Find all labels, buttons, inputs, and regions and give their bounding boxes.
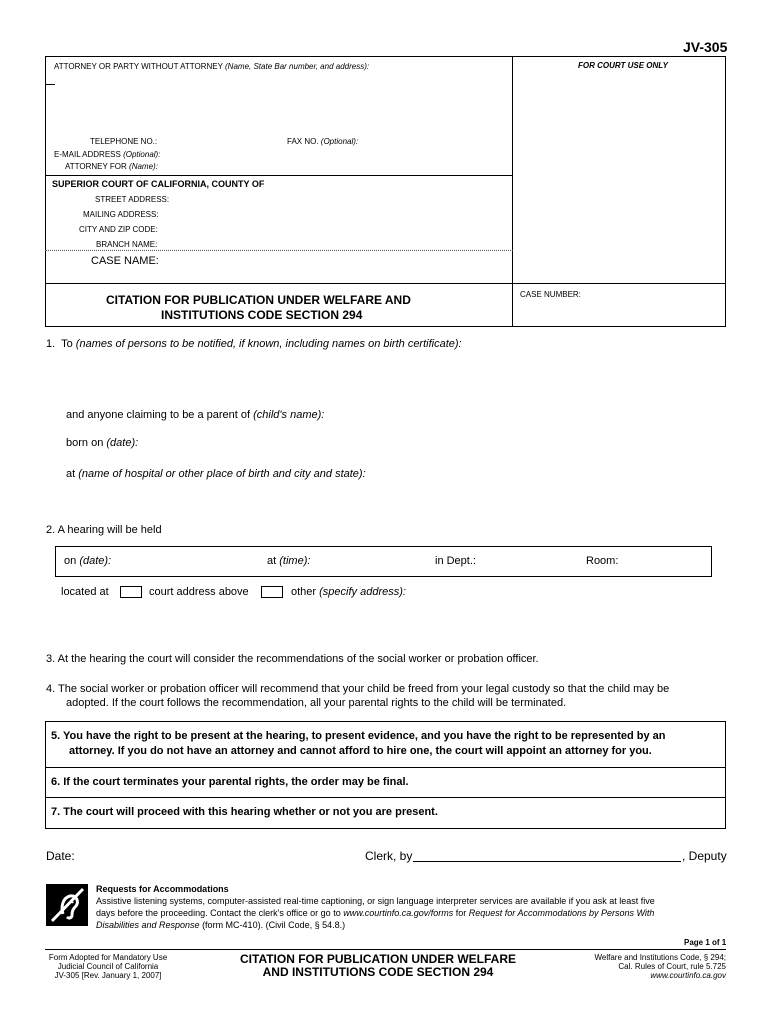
street-address-label: STREET ADDRESS: bbox=[95, 195, 170, 204]
birth-place-label: at (name of hospital or other place of birth and city and state): bbox=[66, 468, 366, 480]
signature-date-field[interactable] bbox=[80, 846, 350, 862]
city-zip-field[interactable] bbox=[158, 222, 508, 235]
item4-text-line2: adopted. If the court follows the recommendation, all your parental rights to the child will be terminated. bbox=[66, 697, 567, 709]
accommodations-heading: Requests for Accommodations bbox=[96, 884, 229, 894]
birth-place-field[interactable] bbox=[66, 484, 722, 516]
accommodations-line1: Assistive listening systems, computer-assisted real-time captioning, or sign language interpreter services are available if you ask at least five bbox=[96, 896, 655, 906]
county-field[interactable] bbox=[292, 177, 508, 190]
mailing-address-field[interactable] bbox=[158, 207, 508, 220]
mailing-address-label: MAILING ADDRESS: bbox=[83, 210, 159, 219]
parent-of-label: and anyone claiming to be a parent of (child's name): bbox=[66, 409, 325, 421]
footer-statute: Welfare and Institutions Code, § 294; bbox=[594, 953, 726, 962]
footer-title-line2: AND INSTITUTIONS CODE SECTION 294 bbox=[262, 965, 494, 979]
rights-divider-2 bbox=[45, 797, 726, 798]
item4-text-line1: 4. The social worker or probation officer will recommend that your child be freed from your legal custody so that the child may be bbox=[46, 683, 670, 695]
dept-field[interactable] bbox=[480, 552, 580, 570]
page-number: Page 1 of 1 bbox=[684, 938, 727, 947]
hearing-assistance-icon bbox=[46, 884, 88, 926]
clerk-signature-line bbox=[413, 861, 681, 862]
footer-council: Judicial Council of California bbox=[57, 962, 159, 971]
other-address-field[interactable] bbox=[412, 582, 722, 622]
item3-text: 3. At the hearing the court will consider the recommendations of the social worker or probation officer. bbox=[46, 653, 539, 665]
form-title-line1: CITATION FOR PUBLICATION UNDER WELFARE AND bbox=[106, 293, 411, 307]
email-label: E-MAIL ADDRESS (Optional): bbox=[54, 150, 161, 159]
persons-to-notify-field[interactable] bbox=[62, 354, 722, 404]
hearing-time-label: at (time): bbox=[267, 555, 311, 567]
other-address-checkbox[interactable] bbox=[261, 586, 283, 598]
hearing-date-label: on (date): bbox=[64, 555, 112, 567]
fax-field[interactable] bbox=[358, 134, 508, 147]
form-id: JV-305 bbox=[683, 39, 728, 55]
item1-label: 1. To (names of persons to be notified, if known, including names on birth certificate): bbox=[46, 338, 462, 350]
court-address-label: court address above bbox=[149, 586, 249, 598]
clerk-signature-field[interactable] bbox=[413, 844, 681, 860]
attorney-field-marker bbox=[46, 84, 55, 85]
attorney-for-label: ATTORNEY FOR (Name): bbox=[65, 162, 158, 171]
clerk-label: Clerk, by bbox=[365, 849, 413, 863]
footer-revision: JV-305 [Rev. January 1, 2007] bbox=[54, 971, 162, 980]
dept-label: in Dept.: bbox=[435, 555, 476, 567]
room-field[interactable] bbox=[623, 552, 708, 570]
date-label: Date: bbox=[46, 849, 75, 863]
footer-title-line1: CITATION FOR PUBLICATION UNDER WELFARE bbox=[240, 952, 516, 966]
case-name-field[interactable] bbox=[158, 253, 508, 281]
court-use-label: FOR COURT USE ONLY bbox=[578, 61, 668, 70]
telephone-field[interactable] bbox=[155, 134, 280, 147]
footer-left-block bbox=[45, 953, 171, 980]
case-number-label: CASE NUMBER: bbox=[520, 290, 581, 299]
footer-rule: Cal. Rules of Court, rule 5.725 bbox=[618, 962, 726, 971]
case-name-label: CASE NAME: bbox=[91, 255, 159, 267]
case-number-field[interactable] bbox=[520, 302, 720, 324]
footer-right-block bbox=[556, 953, 726, 980]
street-address-field[interactable] bbox=[158, 192, 508, 205]
court-address-checkbox[interactable] bbox=[120, 586, 142, 598]
court-county-label: SUPERIOR COURT OF CALIFORNIA, COUNTY OF bbox=[52, 179, 265, 189]
title-row-divider bbox=[45, 283, 726, 284]
telephone-label: TELEPHONE NO.: bbox=[90, 137, 158, 146]
footer-website-link[interactable]: www.courtinfo.ca.gov bbox=[650, 971, 726, 980]
form-title-line2: INSTITUTIONS CODE SECTION 294 bbox=[161, 308, 363, 322]
footer-adopted: Form Adopted for Mandatory Use bbox=[48, 953, 168, 962]
item5-text-line1: 5. You have the right to be present at the hearing, to present evidence, and you have the right to be represented by an bbox=[51, 730, 666, 742]
hearing-date-field[interactable] bbox=[116, 552, 261, 570]
born-on-label: born on (date): bbox=[66, 437, 139, 449]
room-label: Room: bbox=[586, 555, 619, 567]
deputy-label: , Deputy bbox=[682, 849, 727, 863]
item7-text: 7. The court will proceed with this hearing whether or not you are present. bbox=[51, 806, 438, 818]
rights-divider-1 bbox=[45, 767, 726, 768]
city-zip-label: CITY AND ZIP CODE: bbox=[79, 225, 158, 234]
item5-text-line2: attorney. If you do not have an attorney and cannot afford to hire one, the court will appoint an attorney for you. bbox=[69, 745, 652, 757]
attorney-name-address-field[interactable] bbox=[55, 72, 505, 134]
hearing-time-field[interactable] bbox=[318, 552, 428, 570]
attorney-label: ATTORNEY OR PARTY WITHOUT ATTORNEY (Name, State Bar number, and address): bbox=[54, 62, 370, 71]
branch-dotted-line bbox=[45, 250, 513, 251]
fax-label: FAX NO. (Optional): bbox=[287, 137, 359, 146]
branch-name-label: BRANCH NAME: bbox=[96, 240, 158, 249]
courtinfo-forms-link[interactable]: www.courtinfo.ca.gov/forms bbox=[343, 908, 454, 918]
branch-name-field[interactable] bbox=[158, 237, 508, 249]
accommodations-line3: Disabilities and Response (form MC-410). (Civil Code, § 54.8.) bbox=[96, 920, 346, 930]
birth-date-field[interactable] bbox=[146, 434, 722, 450]
attorney-section-divider bbox=[45, 175, 513, 176]
item6-text: 6. If the court terminates your parental rights, the order may be final. bbox=[51, 776, 409, 788]
attorney-for-field[interactable] bbox=[145, 159, 508, 172]
court-use-divider bbox=[512, 56, 513, 327]
child-name-field[interactable] bbox=[336, 406, 722, 422]
other-address-label: other (specify address): bbox=[291, 586, 406, 598]
located-at-label: located at bbox=[61, 586, 109, 598]
item2-label: 2. A hearing will be held bbox=[46, 524, 162, 536]
accommodations-line2: days before the proceeding. Contact the clerk's office or go to www.courtinfo.ca.gov/forms for Request for Accommodations by Persons With bbox=[96, 908, 655, 918]
footer-divider bbox=[45, 949, 726, 950]
footer-title-block bbox=[220, 953, 536, 979]
